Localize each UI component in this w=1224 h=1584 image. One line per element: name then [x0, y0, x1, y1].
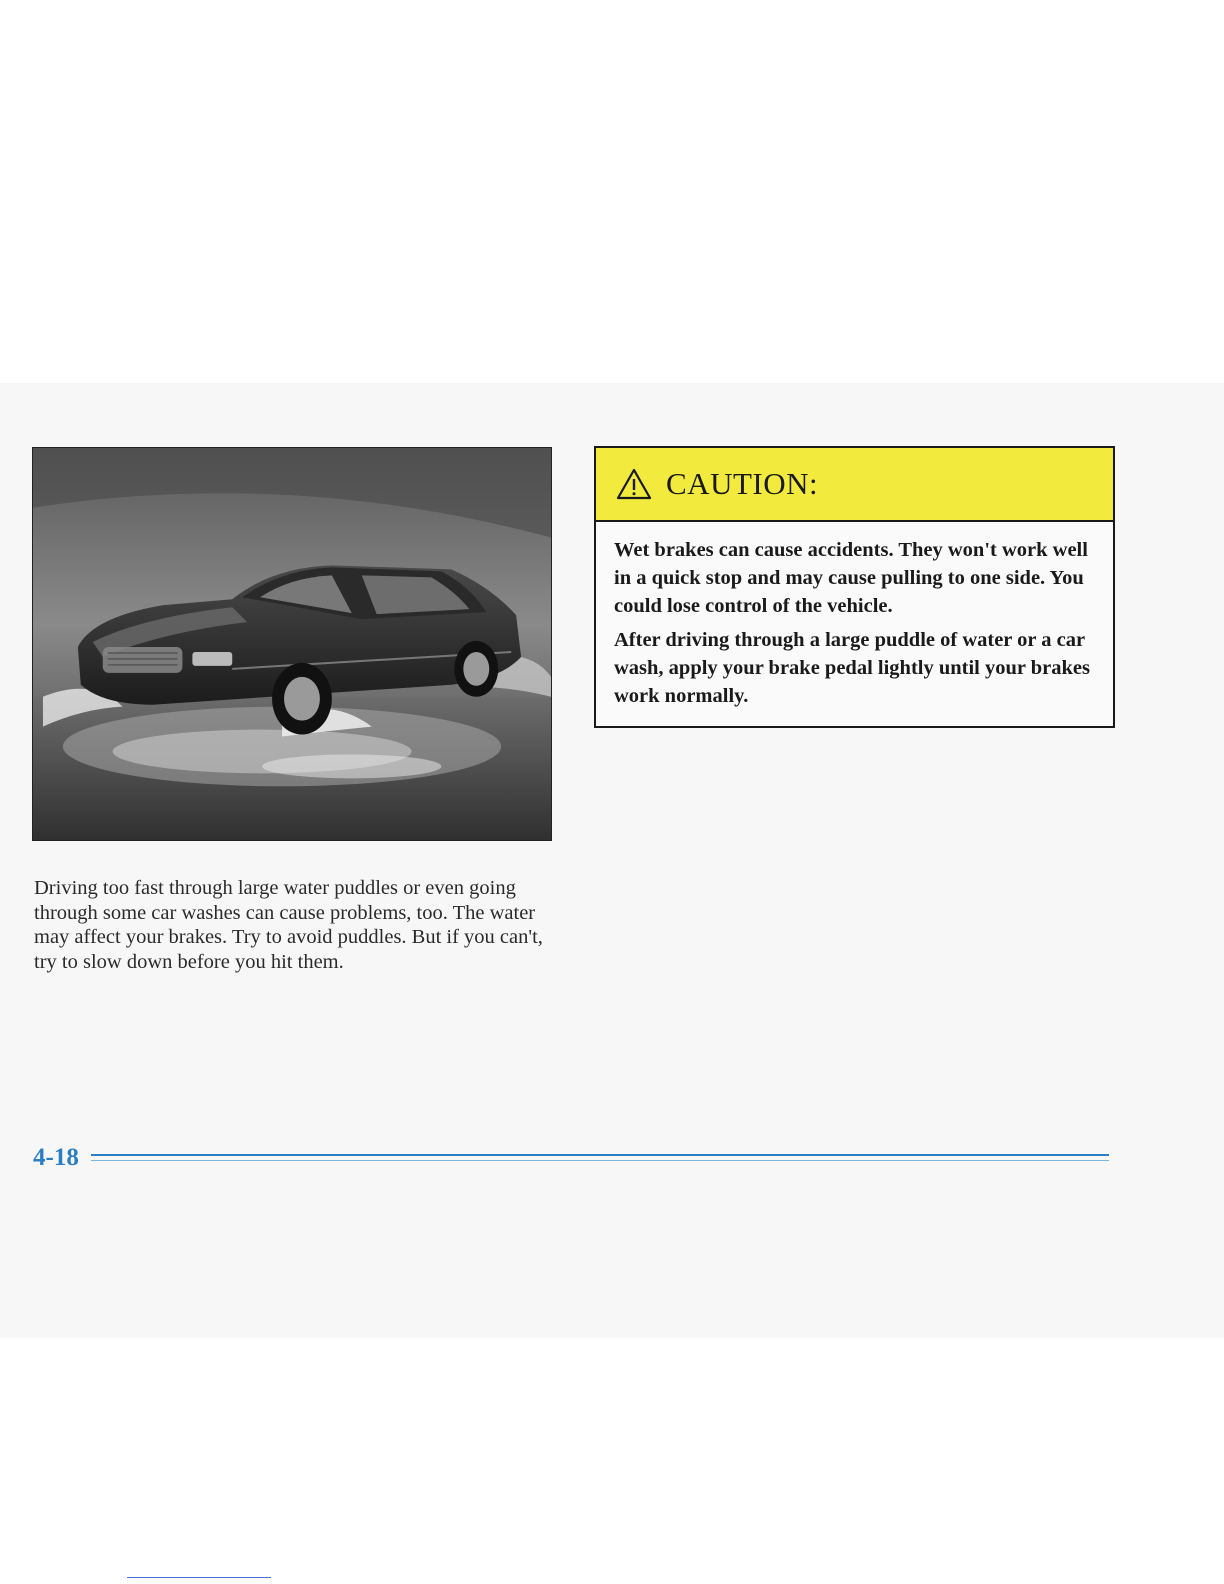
footer-rule [91, 1154, 1109, 1163]
caution-body [596, 522, 1113, 710]
page-number: 4-18 [33, 1144, 79, 1171]
footer-rule-line-secondary [91, 1160, 1109, 1161]
caution-box [594, 446, 1115, 728]
car-driving-through-puddle-image [33, 448, 551, 840]
caution-paragraph-2: After driving through a large puddle of water or a car wash, apply your brake pedal lightly until your brakes work normally. [614, 629, 1090, 707]
caution-title: CAUTION: [666, 466, 819, 501]
warning-triangle-icon [616, 468, 652, 500]
caution-paragraph-1: Wet brakes can cause accidents. They won't work well in a quick stop and may cause pulling to one side. You could lose control of the vehicle. [614, 539, 1088, 617]
caution-header [596, 448, 1113, 522]
footer-rule-line-primary [91, 1154, 1109, 1156]
body-paragraph: Driving too fast through large water puddles or even going through some car washes can cause problems, too. The water may affect your brakes. Try to avoid puddles. But if you can't, try to slow down before you hit them. [34, 877, 543, 973]
bottom-link-stub [127, 1577, 271, 1578]
car-puddle-illustration [32, 447, 552, 841]
